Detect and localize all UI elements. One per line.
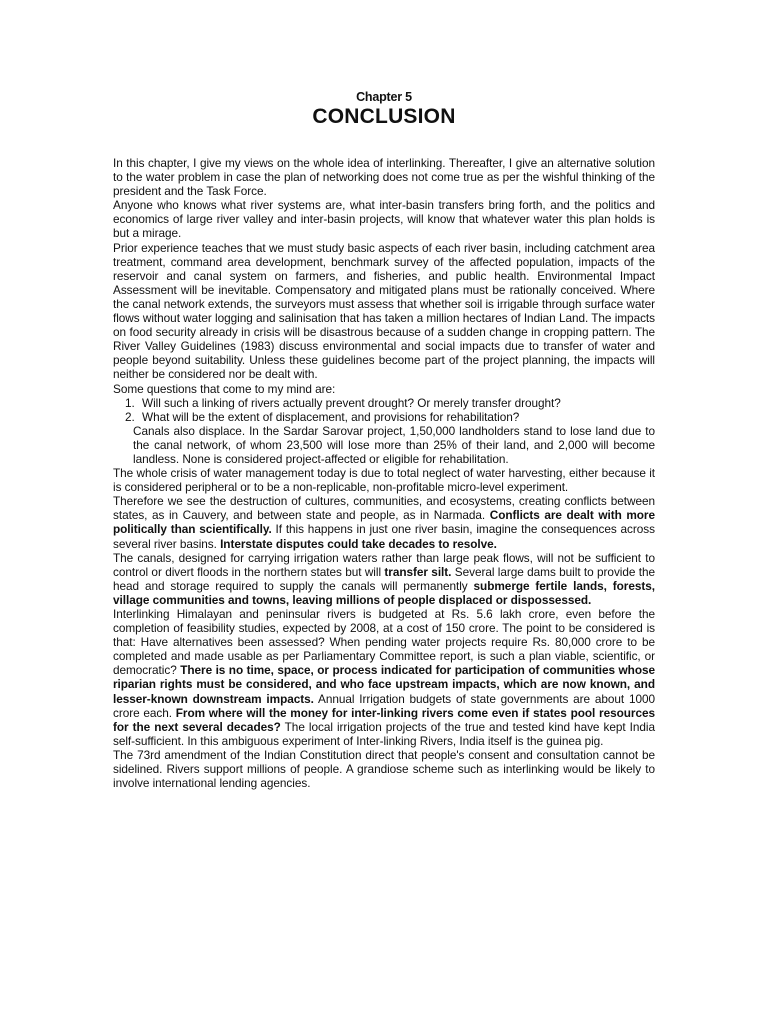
paragraph-questions-intro: Some questions that come to my mind are: <box>113 381 336 396</box>
text-run: The local irrigation projects of the true and tested kind have kept India self-sufficient. In this ambiguous experiment of Inter-linking Rivers, India itself is the guinea pig. <box>113 719 655 748</box>
text-run: The canals, designed for carrying irrigation waters rather than large peak flows, will not be sufficient to control or divert floods in the northern states but will <box>113 550 655 579</box>
text-run: Interlinking Himalayan and peninsular rivers is budgeted at Rs. 5.6 lakh crore, even before the completion of feasibility studies, expected by 2008, at a cost of 150 crore. The point to be considered is that: Have alternatives been assessed? When pending water projects require Rs. 80,000 crore to be completed and made usable as per Parliamentary Committee report, is such a plan viable, scientific, or democratic? <box>113 607 655 678</box>
paragraph-conflicts <box>113 494 655 550</box>
bold-text-run: Interstate disputes could take decades to resolve. <box>220 536 497 551</box>
bold-text-run: transfer silt. <box>384 564 452 579</box>
text-run: If this happens in just one river basin, imagine the consequences across several river basins. <box>113 522 655 551</box>
text-run: Annual Irrigation budgets of state governments are about 1000 crore each. <box>113 691 655 720</box>
text-run: Several large dams built to provide the head and storage required to supply the canals will permanently <box>113 564 656 593</box>
paragraph-budget <box>113 607 655 748</box>
question-item-displacement: 2. What will be the extent of displacement, and provisions for rehabilitation? <box>138 410 655 424</box>
paragraph-intro: In this chapter, I give my views on the whole idea of interlinking. Thereafter, I give an alternative solution to the water problem in case the plan of networking does not come true as per the wishful thinking of the president and the Task Force. <box>113 156 655 199</box>
bold-text-run: There is no time, space, or process indicated for participation of communities whose riparian rights must be considered, and who face upstream impacts, which are now known, and lesser-known downstream impacts. <box>113 663 656 706</box>
paragraph-canals-displace: Canals also displace. In the Sardar Sarovar project, 1,50,000 landholders stand to lose land due to the canal network, of whom 23,500 will lose more than 25% of their land, and 2,000 will become landless. None is considered project-affected or eligible for rehabilitation. <box>133 423 655 466</box>
bold-text-run: submerge fertile lands, forests, village communities and towns, leaving millions of people displaced or dispossessed. <box>113 578 655 607</box>
bold-text-run: Conflicts are dealt with more politically than scientifically. <box>113 508 655 537</box>
questions-list <box>113 396 655 424</box>
chapter-title: CONCLUSION <box>312 105 456 128</box>
paragraph-water-crisis: The whole crisis of water management today is due to total neglect of water harvesting, either because it is considered peripheral or to be a non-replicable, non-profitable micro-level experiment. <box>113 466 655 495</box>
paragraph-river-systems: Anyone who knows what river systems are, what inter-basin transfers bring forth, and the politics and economics of large river valley and inter-basin projects, will know that whatever water this plan holds is but a mirage. <box>113 198 655 241</box>
paragraph-canals-floods <box>113 551 655 607</box>
paragraph-prior-experience: Prior experience teaches that we must study basic aspects of each river basin, including catchment area treatment, command area development, benchmark survey of the affected population, impacts of the reservoir and canal system on farmers, and fisheries, and public health. Environmental Impact Assessment will be inevitable. Compensatory and mitigated plans must be rationally conceived. Where the canal network extends, the surveyors must assess that whether soil is irrigable through surface water flows without water logging and salinisation that has taken a million hectares of Indian Land. The impacts on food security already in crisis will be disastrous because of a sudden change in cropping pattern. The River Valley Guidelines (1983) discuss environmental and social impacts due to transfer of water and people beyond suitability. Unless these guidelines become part of the project planning, the impacts will neither be considered nor be dealt with. <box>113 240 655 382</box>
paragraph-constitution: The 73rd amendment of the Indian Constitution direct that people's consent and consultation cannot be sidelined. Rivers support millions of people. A grandiose scheme such as interlinking would be likely to involve international lending agencies. <box>113 747 655 791</box>
chapter-body <box>113 156 655 790</box>
text-run: Therefore we see the destruction of cultures, communities, and ecosystems, creating conflicts between states, as in Cauvery, and between state and people, as in Narmada. <box>113 494 655 523</box>
chapter-label: Chapter 5 <box>356 90 412 104</box>
bold-text-run: From where will the money for inter-linking rivers come even if states pool resources for the next several decades? <box>113 705 655 734</box>
question-item-drought: 1. Will such a linking of rivers actually prevent drought? Or merely transfer drought? <box>138 396 655 410</box>
